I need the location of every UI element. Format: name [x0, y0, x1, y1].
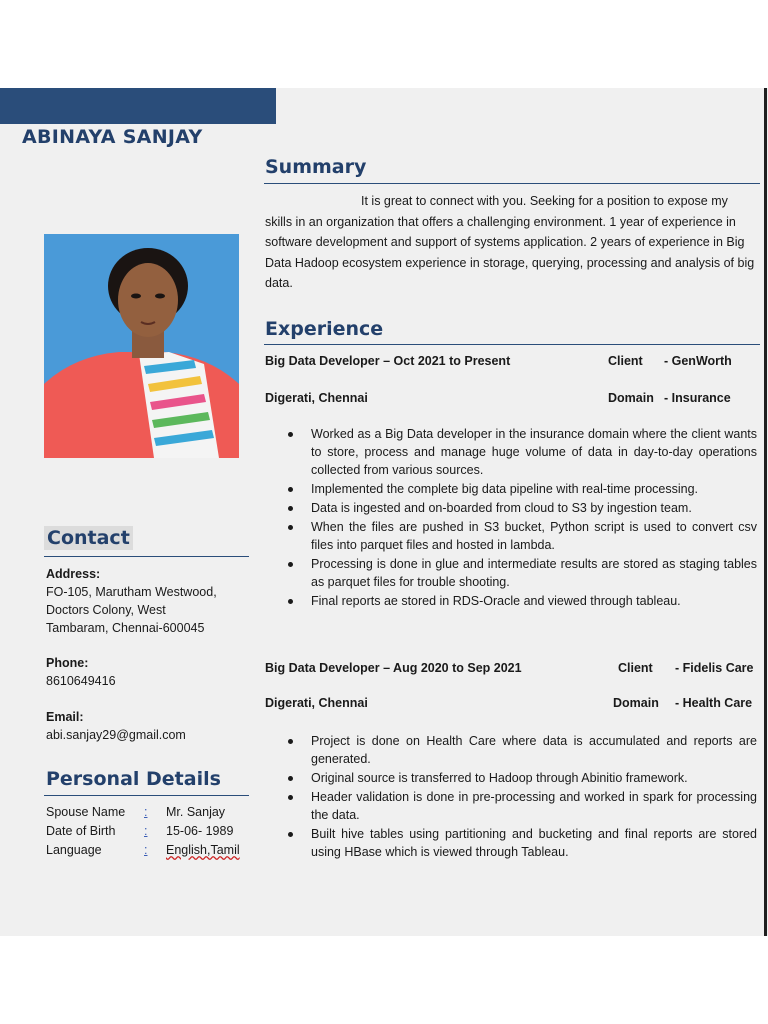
summary-heading: Summary — [265, 156, 367, 178]
personal-value: Mr. Sanjay — [166, 805, 226, 819]
email-value: abi.sanjay29@gmail.com — [46, 728, 186, 742]
email-label: Email: — [46, 710, 84, 724]
personal-value: English,Tamil — [166, 843, 240, 857]
address-block — [46, 565, 217, 637]
personal-key: Spouse Name — [46, 805, 126, 819]
list-item: Original source is transferred to Hadoop through Abinitio framework. — [285, 769, 757, 787]
personal-separator: : — [144, 805, 148, 819]
job-bullets — [285, 732, 757, 862]
list-item: Implemented the complete big data pipeline with real-time processing. — [285, 480, 757, 498]
personal-row-language — [46, 841, 240, 860]
job-domain: - Health Care — [675, 696, 753, 710]
address-line: Doctors Colony, West — [46, 603, 166, 617]
personal-details-table — [46, 803, 240, 860]
summary-divider — [264, 183, 760, 184]
job-domain-label: Domain — [608, 391, 654, 405]
address-line: FO-105, Marutham Westwood, — [46, 585, 217, 599]
job-client: - Fidelis Care — [675, 661, 754, 675]
candidate-name: ABINAYA SANJAY — [22, 126, 203, 148]
experience-heading: Experience — [265, 318, 384, 340]
job-bullets — [285, 425, 757, 611]
summary-first-line: It is great to connect with you. Seeking for a position to — [361, 194, 664, 208]
job-title: Big Data Developer – Oct 2021 to Present — [265, 354, 511, 368]
email-block — [46, 708, 186, 744]
job-company: Digerati, Chennai — [265, 391, 368, 405]
summary-body: expose my skills in an organization that offers a challenging environment. 1 year of experience in software development and support of systems application. 2 years of experience in Big Data Hadoop ecosystem experience in storage, querying, processing and analysis of big data. — [265, 194, 755, 290]
job-client-label: Client — [618, 661, 653, 675]
page-right-border — [764, 88, 767, 936]
personal-value: 15-06- 1989 — [166, 824, 234, 838]
address-label: Address: — [46, 567, 101, 581]
list-item: Processing is done in glue and intermediate results are stored as staging tables as parquet files for trouble shooting. — [285, 555, 757, 591]
phone-label: Phone: — [46, 656, 89, 670]
personal-separator: : — [144, 824, 148, 838]
header-bar — [0, 88, 276, 124]
job-title: Big Data Developer – Aug 2020 to Sep 2021 — [265, 661, 522, 675]
list-item: Final reports ae stored in RDS-Oracle and viewed through tableau. — [285, 592, 757, 610]
list-item: Project is done on Health Care where data is accumulated and reports are generated. — [285, 732, 757, 768]
contact-divider — [44, 556, 249, 557]
job-client: - GenWorth — [664, 354, 732, 368]
phone-value: 8610649416 — [46, 674, 116, 688]
list-item: Built hive tables using partitioning and bucketing and final reports are stored using HBase which is viewed through Tableau. — [285, 825, 757, 861]
job-client-label: Client — [608, 354, 643, 368]
profile-photo-image — [44, 234, 239, 458]
personal-details-divider — [44, 795, 249, 796]
list-item: Data is ingested and on-boarded from cloud to S3 by ingestion team. — [285, 499, 757, 517]
job-company: Digerati, Chennai — [265, 696, 368, 710]
list-item: Worked as a Big Data developer in the insurance domain where the client wants to store, process and manage huge volume of data in day-to-day operations collected from various sources. — [285, 425, 757, 479]
list-item: Header validation is done in pre-processing and worked in spark for processing the data. — [285, 788, 757, 824]
phone-block — [46, 654, 116, 690]
profile-photo — [44, 234, 239, 458]
personal-row-spouse — [46, 803, 240, 822]
personal-key: Language — [46, 843, 102, 857]
contact-heading: Contact — [44, 526, 133, 550]
personal-separator: : — [144, 843, 148, 857]
experience-divider — [264, 344, 760, 345]
resume-page — [0, 88, 768, 936]
job-domain-label: Domain — [613, 696, 659, 710]
address-line: Tambaram, Chennai-600045 — [46, 621, 205, 635]
personal-key: Date of Birth — [46, 824, 116, 838]
list-item: When the files are pushed in S3 bucket, Python script is used to convert csv files into parquet files and hosted in lambda. — [285, 518, 757, 554]
personal-row-dob — [46, 822, 240, 841]
personal-details-heading: Personal Details — [46, 768, 221, 790]
job-domain: - Insurance — [664, 391, 731, 405]
summary-text — [265, 191, 755, 294]
